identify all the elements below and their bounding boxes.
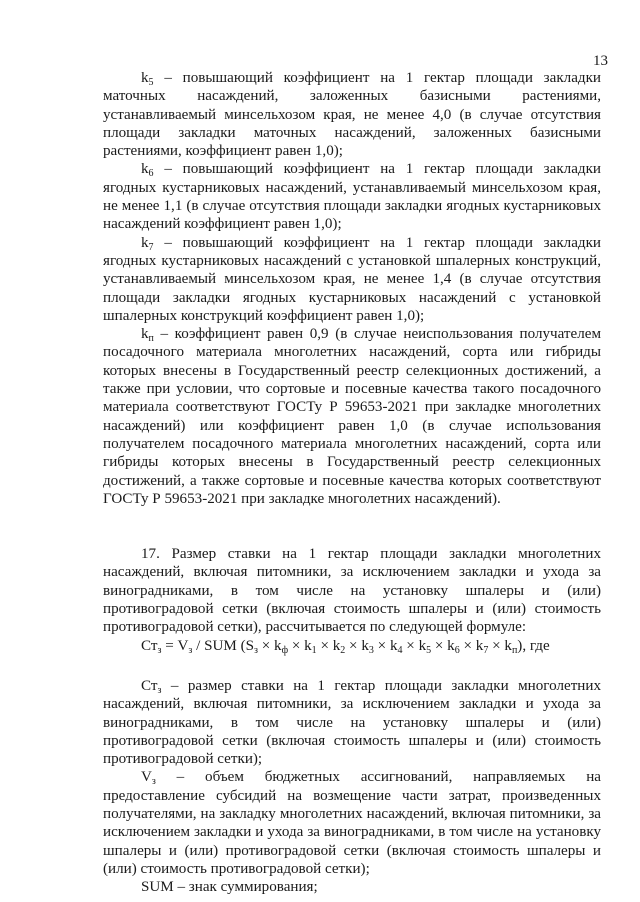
symbol: V	[141, 769, 152, 786]
formula-lhs-sub: з	[157, 644, 162, 656]
formula-k: k	[475, 637, 484, 654]
subscript: з	[157, 684, 162, 696]
formula-k-sub: 6	[454, 644, 460, 656]
formula-times: ×	[257, 637, 275, 654]
paragraph-text: – повышающий коэффициент на 1 гектар площади закладки ягодных кустарниковых насаждений, устанавливаемый минсельхозом края, не менее 1,1 (в случае отсутствия площади закладки ягодных кустарниковых насаждений коэффициент равен 1,0);	[103, 161, 601, 233]
formula-times: ×	[431, 637, 448, 654]
paragraph-text: – объем бюджетных ассигнований, направляемых на предоставление субсидий на возмещение части затрат, произведенных получателями, на закладку многолетних насаждений, включая питомники, за исключением закладки и ухода за виноградниками, в том числе на установку шпалеры и (или) противоградовой сетки (включая стоимость шпалеры и (или) стоимость противоградовой сетки);	[103, 769, 601, 877]
paragraph-k7	[103, 234, 601, 325]
symbol: k	[141, 70, 149, 86]
paragraph-text: – повышающий коэффициент на 1 гектар площади закладки ягодных кустарниковых насаждений с установкой шпалерных конструкций, устанавливаемый минсельхозом края, не менее 1,4 (в случае отсутствия площади закладки ягодных кустарниковых насаждений с установкой шпалерных конструкций коэффициент равен 1,0);	[103, 234, 601, 324]
formula-k-sub: п	[511, 644, 518, 656]
formula-tail: ), где	[517, 637, 550, 654]
paragraph-text: – повышающий коэффициент на 1 гектар площади закладки маточных насаждений, заложенных базисными растениями, устанавливаемый минсельхозом края, не менее 4,0 (в случае отсутствия площади закладки маточных насаждений, заложенных базисными растениями, коэффициент равен 1,0);	[103, 70, 601, 160]
paragraph-text: – размер ставки на 1 гектар площади закладки многолетних насаждений, включая питомники, за исключением закладки и ухода за виноградниками, в том числе на установку шпалеры и (или) противоградовой сетки (включая стоимость шпалеры и (или) стоимость противоградовой сетки);	[103, 677, 601, 768]
formula-times: ×	[345, 637, 362, 654]
formula-k: k	[361, 637, 369, 654]
formula-k: k	[447, 637, 455, 654]
subscript: 6	[148, 168, 154, 180]
formula-eq: =	[161, 637, 178, 654]
subscript: 5	[148, 77, 154, 88]
symbol: k	[141, 234, 149, 251]
formula-k-sub: 5	[426, 644, 432, 656]
formula-k: k	[274, 637, 282, 654]
rate-formula	[103, 637, 601, 655]
paragraph-text: – коэффициент равен 0,9 (в случае неиспользования получателем посадочного материала многолетних насаждений, сорта или гибриды которых внесены в Государственный реестр селекционных достижений, а также при условии, что сортовые и посевные качества такого посадочного материала соответствуют ГОСТу Р 59653-2021 при закладке многолетних насаждений) или коэффициент равен 1,0 (в случае использования получателем посадочного материала многолетних насаждений, сорта или гибриды которых внесены в Государственный реестр селекционных достижений, а также сортовые и посевные качества которых соответствуют ГОСТу Р 59653-2021 при закладке многолетних насаждений).	[103, 326, 601, 507]
formula-v-sub: з	[188, 644, 193, 656]
formula-k: k	[418, 637, 427, 654]
formula-k: k	[504, 637, 512, 654]
formula-k-sub: 7	[483, 644, 489, 656]
paragraph-k5	[103, 69, 601, 160]
formula-times: ×	[402, 637, 419, 654]
formula-times: ×	[459, 637, 476, 654]
formula-mid: / SUM (	[192, 637, 246, 654]
formula-times: ×	[373, 637, 390, 654]
formula-k-sub: ф	[281, 644, 289, 656]
paragraph-st	[103, 677, 601, 768]
paragraph-sum: SUM – знак суммирования;	[141, 879, 318, 896]
formula-times: ×	[488, 637, 505, 654]
paragraph-k6	[103, 160, 601, 233]
formula-k-sub: 4	[397, 644, 403, 656]
subscript: з	[151, 776, 156, 788]
symbol: k	[141, 326, 149, 343]
subscript: 7	[148, 241, 154, 253]
document-body	[103, 69, 601, 896]
formula-k: k	[304, 637, 312, 654]
formula-k: k	[389, 637, 398, 654]
formula-times: ×	[288, 637, 305, 654]
paragraph-item-17: 17. Размер ставки на 1 гектар площади закладки многолетних насаждений, включая питомники, за исключением закладки и ухода за виноградниками, в том числе на установку шпалеры и (или) противоградовой сетки (включая стоимость шпалеры и (или) стоимость противоградовой сетки), рассчитывается по следующей формуле:	[103, 546, 601, 636]
symbol: Ст	[141, 677, 158, 694]
paragraph-kp	[103, 325, 601, 508]
formula-k-sub: 1	[311, 644, 317, 656]
formula-s-sub: з	[254, 644, 258, 656]
formula-times: ×	[316, 637, 333, 654]
formula-v: V	[177, 637, 189, 654]
page-number: 13	[593, 53, 608, 69]
paragraph-v	[103, 768, 601, 878]
formula-k-sub: 2	[340, 644, 346, 656]
subscript: п	[148, 333, 154, 345]
formula-k-sub: 3	[368, 644, 374, 656]
formula-lhs: Ст	[141, 637, 158, 654]
formula-s: S	[245, 637, 255, 654]
symbol: k	[141, 161, 149, 178]
formula-k: k	[332, 637, 341, 654]
